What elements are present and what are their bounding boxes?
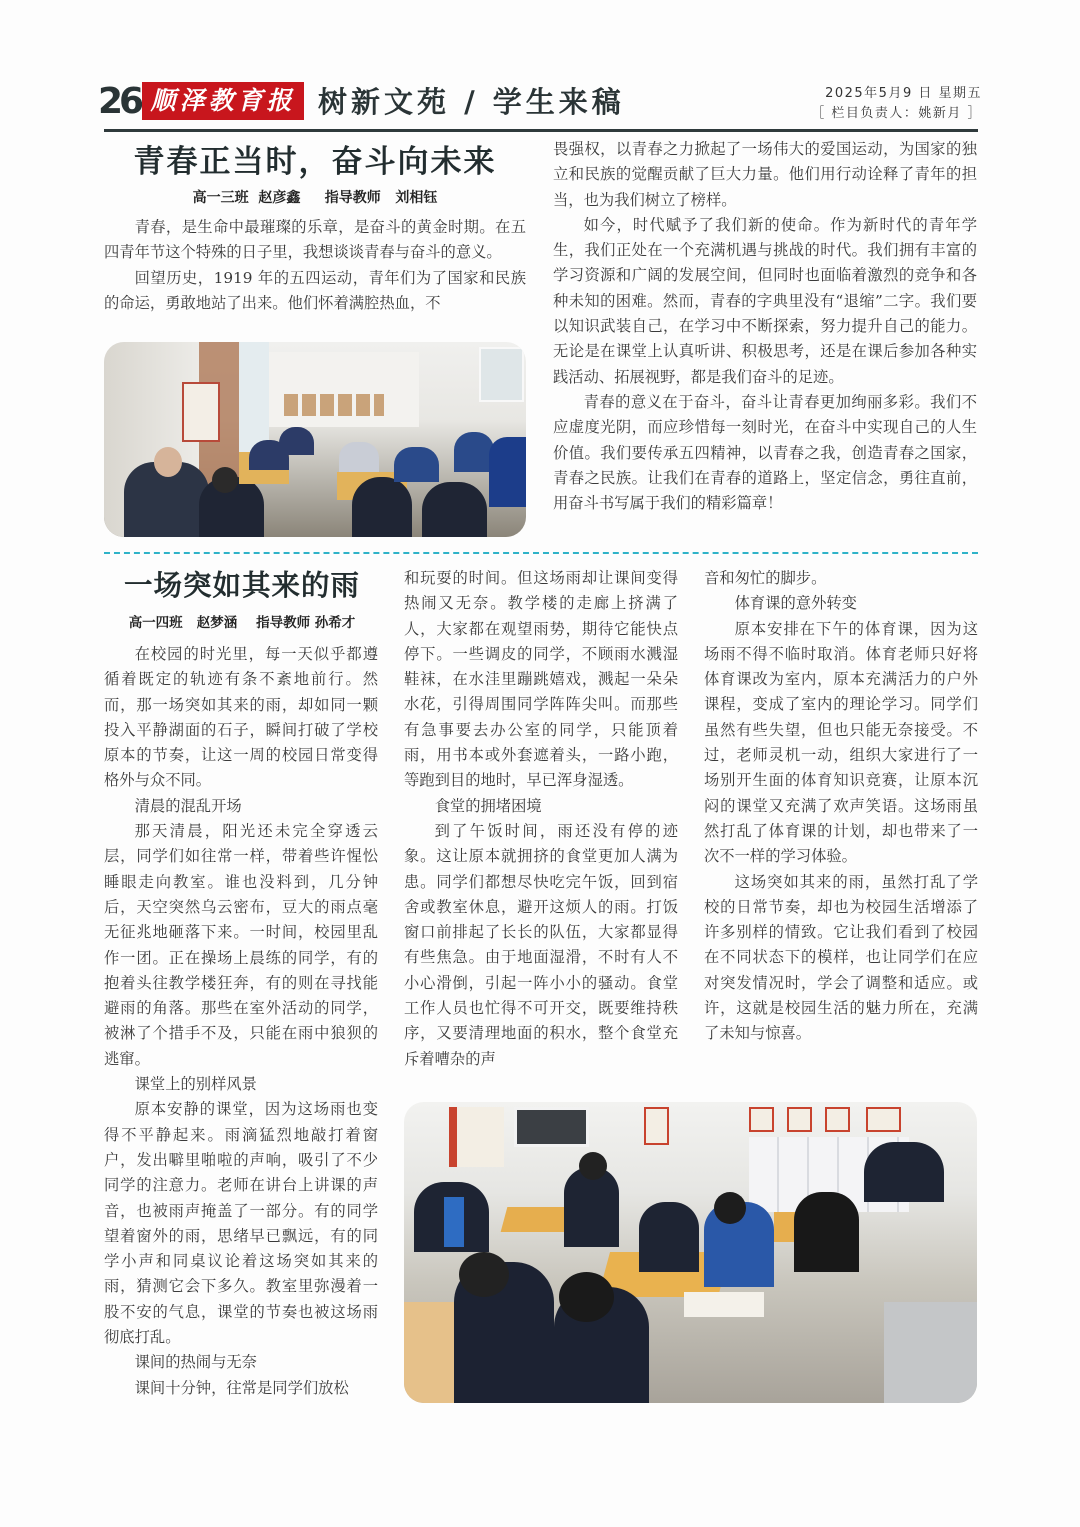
newspaper-name-logo: 顺泽教育报 bbox=[142, 82, 304, 120]
paragraph: 那天清晨，阳光还未完全穿透云层，同学们如往常一样，带着些许惺忪睡眼走向教室。谁也没料到，几分钟后，天空突然乌云密布，豆大的雨点毫无征兆地砸落下来。一时间，校园里乱作一团。正在操场上晨练的同学，有的抱着头往教学楼狂奔，有的则在寻找能避雨的角落。那些在室外活动的同学，被淋了个措手不及，只能在雨中狼狈的逃窜。 bbox=[104, 822, 378, 1068]
masthead bbox=[98, 80, 982, 124]
paragraph: 到了午饭时间，雨还没有停的迹象。这让原本就拥挤的食堂更加人满为患。同学们都想尽快吃完午饭，回到宿舍或教室休息，避开这烦人的雨。打饭窗口前排起了长长的队伍，大家都显得有些焦急。由于地面湿滑，不时有人不小心滑倒，引起一阵小小的骚动。食堂工作人员也忙得不可开交，既要维持秩序，又要清理地面的积水，整个食堂充斥着嘈杂的声 bbox=[404, 821, 678, 1068]
paragraph: 青春，是生命中最璀璨的乐章，是奋斗的黄金时期。在五四青年节这个特殊的日子里，我想谈谈青春与奋斗的意义。 bbox=[104, 218, 526, 262]
subheading: 清晨的混乱开场 bbox=[134, 796, 242, 815]
article1-column-2 bbox=[553, 137, 977, 516]
article2-column-3 bbox=[704, 566, 978, 1047]
paragraph: 课间十分钟，往常是同学们放松 bbox=[134, 1378, 349, 1397]
paragraph: 和玩耍的时间。但这场雨却让课间变得热闹又无奈。教学楼的走廊上挤满了人，大家都在观望雨势，期待它能快点停下。一些调皮的同学，不顾雨水溅湿鞋袜，在水洼里蹦跳嬉戏，溅起一朵朵水花，引得周围同学阵阵尖叫。而那些有急事要去办公室的同学，只能顶着雨，用书本或外套遮着头，一路小跑，等跑到目的地时，早已浑身湿透。 bbox=[404, 569, 678, 790]
article-separator bbox=[104, 552, 978, 554]
paragraph: 在校园的时光里，每一天似乎都遵循着既定的轨迹有条不紊地前行。然而，那一场突如其来的雨，却如同一颗投入平静湖面的石子，瞬间打破了学校原本的节奏，让这一周的校园日常变得格外与众不同。 bbox=[104, 645, 378, 790]
article1-title: 青春正当时，奋斗向未来 bbox=[133, 144, 497, 180]
paragraph: 如今，时代赋予了我们新的使命。作为新时代的青年学生，我们正处在一个充满机遇与挑战的时代。我们拥有丰富的学习资源和广阔的发展空间，但同时也面临着激烈的竞争和各种未知的困难。然而，青春的字典里没有“退缩”二字。我们要以知识武装自己，在学习中不断探索，努力提升自己的能力。无论是在课堂上认真听讲、积极思考，还是在课后参加各种实践活动、拓展视野，都是我们奋斗的足迹。 bbox=[553, 215, 977, 386]
article1-column-1 bbox=[104, 215, 526, 316]
paragraph: 青春的意义在于奋斗，奋斗让青春更加绚丽多彩。我们不应虚度光阴，而应珍惜每一刻时光，在奋斗中实现自己的人生价值。我们要传承五四精神，以青春之我，创造青春之国家，青春之民族。让我们在青春的道路上，坚定信念，勇往直前，用奋斗书写属于我们的精彩篇章！ bbox=[553, 392, 977, 513]
header-divider bbox=[104, 129, 978, 132]
paragraph: 畏强权，以青春之力掀起了一场伟大的爱国运动，为国家的独立和民族的觉醒贡献了巨大力量。他们用行动诠释了青年的担当，也为我们树立了榜样。 bbox=[553, 140, 977, 209]
issue-date: 2025年5月9 日 星期五 bbox=[825, 86, 982, 101]
subheading: 课间的热闹与无奈 bbox=[134, 1353, 257, 1372]
article2-classroom-photo bbox=[404, 1102, 977, 1403]
section-title: 树新文苑 / 学生来稿 bbox=[318, 85, 625, 119]
subheading: 体育课的意外转变 bbox=[734, 594, 857, 613]
page-number: 26 bbox=[98, 81, 141, 122]
article2-title: 一场突如其来的雨 bbox=[123, 569, 360, 602]
paragraph: 音和匆忙的脚步。 bbox=[704, 569, 827, 587]
subheading: 食堂的拥堵困境 bbox=[434, 796, 542, 815]
article1-classroom-photo bbox=[104, 342, 526, 537]
article2-column-1 bbox=[104, 642, 378, 1401]
article1-byline: 高一三班 赵彦鑫 指导教师 刘相钰 bbox=[192, 190, 438, 206]
subheading: 课堂上的别样风景 bbox=[134, 1075, 257, 1094]
paragraph: 这场突如其来的雨，虽然打乱了学校的日常节奏，却也为校园生活增添了许多别样的情致。它让我们看到了校园在不同状态下的模样，也让同学们在应对突发情况时，学会了调整和适应。或许，这就是校园生活的魅力所在，充满了未知与惊喜。 bbox=[704, 872, 978, 1043]
paragraph: 回望历史，1919 年的五四运动，青年们为了国家和民族的命运，勇敢地站了出来。他们怀着满腔热血，不 bbox=[104, 268, 526, 312]
paragraph: 原本安排在下午的体育课，因为这场雨不得不临时取消。体育老师只好将体育课改为室内，原本充满活力的户外课程，变成了室内的理论学习。同学们虽然有些失望，但也只能无奈接受。不过，老师灵机一动，组织大家进行了一场别开生面的体育知识竞赛，让原本沉闷的课堂又充满了欢声笑语。这场雨虽然打乱了体育课的计划，却也带来了一次不一样的学习体验。 bbox=[704, 619, 978, 866]
article2-column-2 bbox=[404, 566, 678, 1072]
column-editor: ［ 栏目负责人：姚新月 ］ bbox=[811, 106, 982, 121]
paragraph: 原本安静的课堂，因为这场雨也变得不平静起来。雨滴猛烈地敲打着窗户，发出噼里啪啦的声响，吸引了不少同学的注意力。老师在讲台上讲课的声音，也被雨声掩盖了一部分。有的同学望着窗外的雨，思绪早已飘远，有的同学小声和同桌议论着这场突如其来的雨，猜测它会下多久。教室里弥漫着一股不安的气息，课堂的节奏也被这场雨彻底打乱。 bbox=[104, 1100, 378, 1347]
article2-byline: 高一四班 赵梦涵 指导教师 孙希才 bbox=[128, 615, 356, 631]
